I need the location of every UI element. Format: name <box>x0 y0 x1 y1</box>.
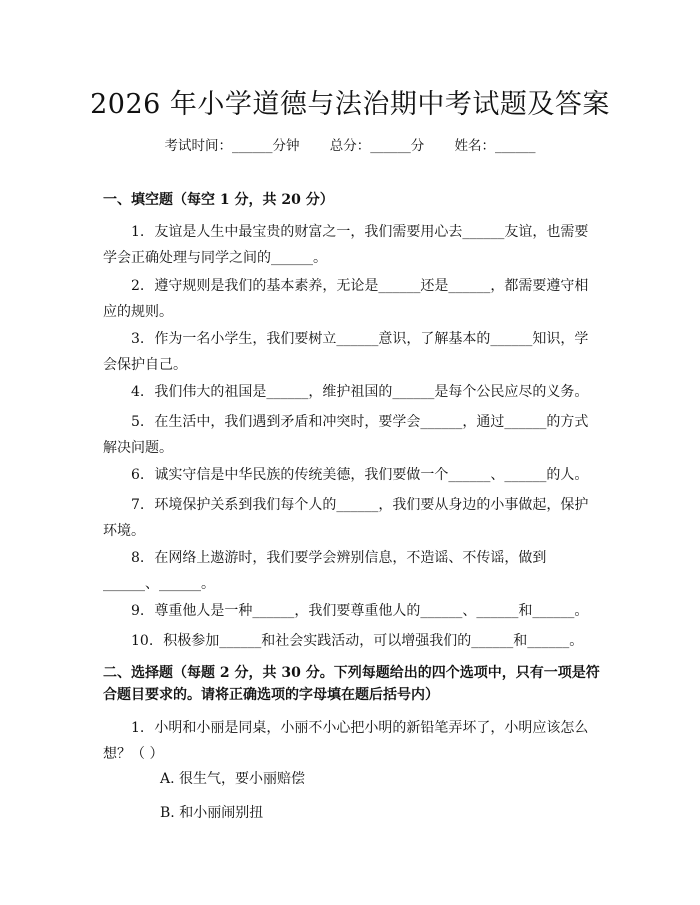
question-number: 8. <box>131 550 145 566</box>
question-text: 环境保护关系到我们每个人的______，我们要从身边的小事做起，保护环境。 <box>103 497 589 539</box>
question <box>103 492 598 544</box>
question <box>103 219 598 271</box>
question-text: 尊重他人是一种______，我们要尊重他人的______、______和______。 <box>154 603 589 619</box>
option-b: B. 和小丽闹别扭 <box>160 805 264 821</box>
question <box>103 598 598 624</box>
question-number: 10. <box>131 633 154 649</box>
question-text: 在网络上遨游时，我们要学会辨别信息，不造谣、不传谣，做到______、______。 <box>103 550 547 592</box>
question-text: 作为一名小学生，我们要树立______意识，了解基本的______知识，学会保护自己。 <box>103 331 589 373</box>
question-text: 诚实守信是中华民族的传统美德，我们要做一个______、______的人。 <box>154 467 589 483</box>
question-text: 小明和小丽是同桌，小丽不小心把小明的新铅笔弄坏了，小明应该怎么想？（ ） <box>103 720 589 762</box>
question-text: 友谊是人生中最宝贵的财富之一，我们需要用心去______友谊，也需要学会正确处理与同学之间的______。 <box>103 224 589 266</box>
section1-heading: 一、填空题（每空 1 分，共 20 分） <box>103 192 334 208</box>
section2-heading: 二、选择题（每题 2 分，共 30 分。下列每题给出的四个选项中，只有一项是符合题目要求的。请将正确选项的字母填在题后括号内） <box>103 665 600 703</box>
question-text: 遵守规则是我们的基本素养，无论是______还是______，都需要遵守相应的规则。 <box>103 278 589 320</box>
question-number: 1. <box>131 224 145 240</box>
question-number: 3. <box>131 331 145 347</box>
question-number: 7. <box>131 497 145 513</box>
question <box>103 409 598 461</box>
exam-time: 考试时间：______分钟 <box>164 138 300 154</box>
option-a: A. 很生气，要小丽赔偿 <box>160 771 306 787</box>
question-number: 6. <box>131 467 145 483</box>
page-title: 2026 年小学道德与法治期中考试题及答案 <box>90 89 610 120</box>
question <box>103 628 598 654</box>
exam-meta <box>0 134 700 154</box>
question <box>103 273 598 325</box>
question <box>103 379 598 405</box>
question-text: 我们伟大的祖国是______，维护祖国的______是每个公民应尽的义务。 <box>154 384 589 400</box>
question <box>103 715 598 767</box>
student-name: 姓名：______ <box>454 138 536 154</box>
question-number: 4. <box>131 384 145 400</box>
question-number: 5. <box>131 414 145 430</box>
question <box>103 462 598 488</box>
question-number: 9. <box>131 603 145 619</box>
question <box>103 545 598 597</box>
question <box>103 326 598 378</box>
total-score: 总分：______分 <box>329 138 425 154</box>
question-text: 在生活中，我们遇到矛盾和冲突时，要学会______，通过______的方式解决问题。 <box>103 414 589 456</box>
question-text: 积极参加______和社会实践活动，可以增强我们的______和______。 <box>163 633 584 649</box>
question-number: 1. <box>131 720 145 736</box>
question-number: 2. <box>131 278 145 294</box>
